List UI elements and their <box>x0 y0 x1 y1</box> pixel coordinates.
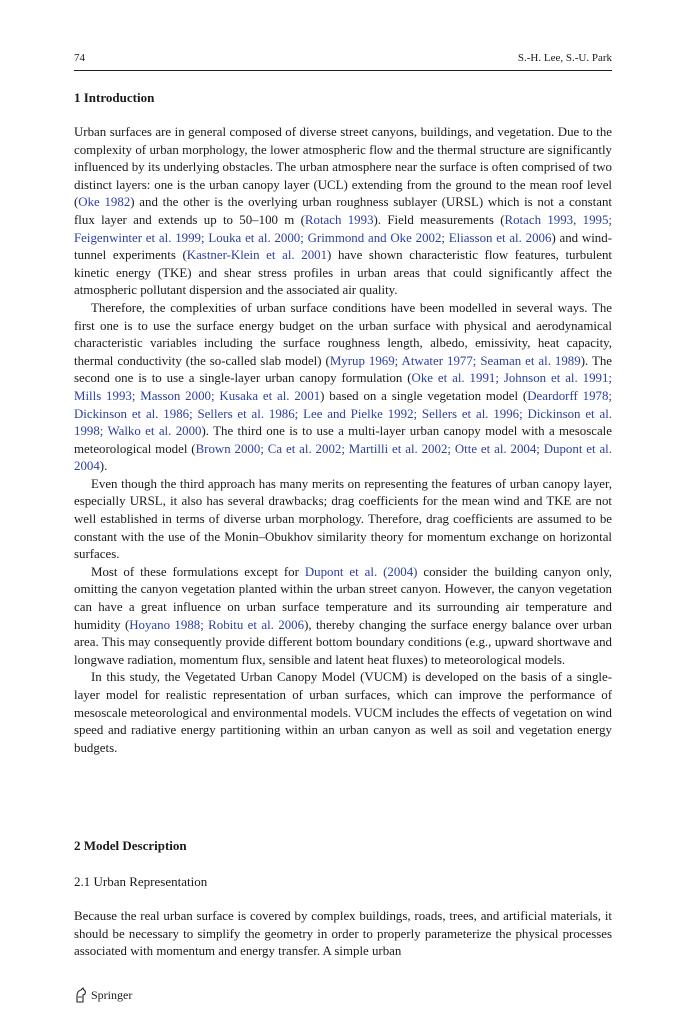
text: ) have shown characteristic flow features, turbulent kinetic energy (TKE) and shear stress profiles in urban areas that could significantly affect the atmospheric pollutant dispersion and the associated air quality. <box>74 248 612 298</box>
citation-link[interactable]: Oke 1982 <box>78 195 131 210</box>
subsection-title-urban-representation: 2.1 Urban Representation <box>74 874 208 889</box>
citation-link[interactable]: Hoyano 1988; Robitu et al. 2006 <box>129 617 305 632</box>
paragraph-3: Even though the third approach has many merits on representing the features of urban canopy layer, especially URSL, it also has several drawbacks; drag coefficients for the mean wind and TKE are not well established in terms of diverse urban morphology. Therefore, drag coefficients are assumed to be constant with the use of the Monin–Obukhov similarity theory for momentum exchange on horizontal surfaces. <box>74 476 612 562</box>
citation-link[interactable]: Dupont et al. (2004) <box>304 564 418 579</box>
text: ) and the other is the overlying urban roughness sublayer (URSL) which is not a constant flux layer and extends up to 50–100 m ( <box>74 195 613 227</box>
citation-link[interactable]: Brown 2000; Ca et al. 2002; Martilli et al. 2002; Otte et al. 2004; Dupont et al. 2004 <box>74 441 612 474</box>
citation-link[interactable]: Myrup 1969; Atwater 1977; Seaman et al. 1989 <box>329 353 581 368</box>
citation-link[interactable]: Rotach 1993 <box>304 212 374 227</box>
text: ) and wind-tunnel experiments ( <box>74 230 612 263</box>
page-number: 74 <box>74 52 85 64</box>
citation-link[interactable]: Deardorff 1978; Dickinson et al. 1986; Sellers et al. 1986; Lee and Pielke 1992; Sellers et al. 1996; Dickinson et al. 1998; Walko et al. 2000 <box>74 388 613 439</box>
text: ). The third one is to use a multi-layer urban canopy model with a mesoscale meteorological model ( <box>74 424 612 456</box>
running-authors: S.-H. Lee, S.-U. Park <box>517 52 612 64</box>
text: ). The second one is to use a single-layer urban canopy formulation ( <box>74 353 612 386</box>
paragraph-6: Because the real urban surface is covered by complex buildings, roads, trees, and artificial materials, it should be necessary to simplify the geometry in order to properly parameterize the physical processes associated with momentum and energy transfer. A simple urban <box>74 909 612 959</box>
header-rule <box>74 70 612 71</box>
section-title-model-description: 2 Model Description <box>74 838 187 853</box>
paragraph-5: In this study, the Vegetated Urban Canopy Model (VUCM) is developed on the basis of a single-layer model for realistic representation of urban surfaces, which can improve the performance of mesoscale meteorological and environmental models. VUCM includes the effects of vegetation on wind speed and radiative energy partitioning within an urban canyon as well as soil and vegetation energy budgets. <box>74 670 612 755</box>
springer-horse-icon <box>74 987 88 1003</box>
publisher-name: Springer <box>91 987 133 1002</box>
publisher-footer <box>74 987 132 1003</box>
text: Most of these formulations except for <box>91 564 305 579</box>
text: consider the building canyon only, omitting the canyon vegetation planted within the urban street canyon. However, the canyon vegetation can have a great influence on urban surface temperature and its surrounding air temperature and humidity ( <box>74 564 613 632</box>
citation-link[interactable]: Rotach 1993, 1995; Feigenwinter et al. 1999; Louka et al. 2000; Grimmond and Oke 2002; Eliasson et al. 2006 <box>74 212 612 245</box>
text: ), thereby changing the surface energy balance over urban area. This may consequently provide different bottom boundary conditions (e.g., upward shortwave and longwave radiation, momentum flux, sensible and latent heat fluxes) to meteorological models. <box>74 617 612 667</box>
introduction-body <box>74 124 612 757</box>
text: ) based on a single vegetation model ( <box>320 388 528 403</box>
text: Therefore, the complexities of urban surface conditions have been modelled in several ways. The first one is to use the surface energy budget on the urban surface with physical and aerodynamical characteristic variables including the surface roughness length, albedo, emissivity, heat capacity, thermal conductivity (the so-called slab model) ( <box>74 300 612 368</box>
section-title-introduction: 1 Introduction <box>74 90 155 105</box>
citation-link[interactable]: Kastner-Klein et al. 2001 <box>186 248 328 263</box>
paragraph-1 <box>74 124 612 300</box>
paragraph-4 <box>74 564 612 670</box>
text: Urban surfaces are in general composed of diverse street canyons, buildings, and vegetation. Due to the complexity of urban morphology, the lower atmospheric flow and the thermal structure are significantly influenced by its underlying obstacles. The urban atmosphere near the surface is often comprised of two distinct layers: one is the urban canopy layer (UCL) extending from the ground to the mean roof level ( <box>74 125 612 210</box>
text: ). <box>99 459 108 474</box>
paragraph-2 <box>74 300 612 476</box>
text: ). Field measurements ( <box>373 212 505 227</box>
urban-representation-body <box>74 908 612 961</box>
citation-link[interactable]: Oke et al. 1991; Johnson et al. 1991; Mills 1993; Masson 2000; Kusaka et al. 2001 <box>74 371 612 403</box>
running-header <box>74 52 612 68</box>
